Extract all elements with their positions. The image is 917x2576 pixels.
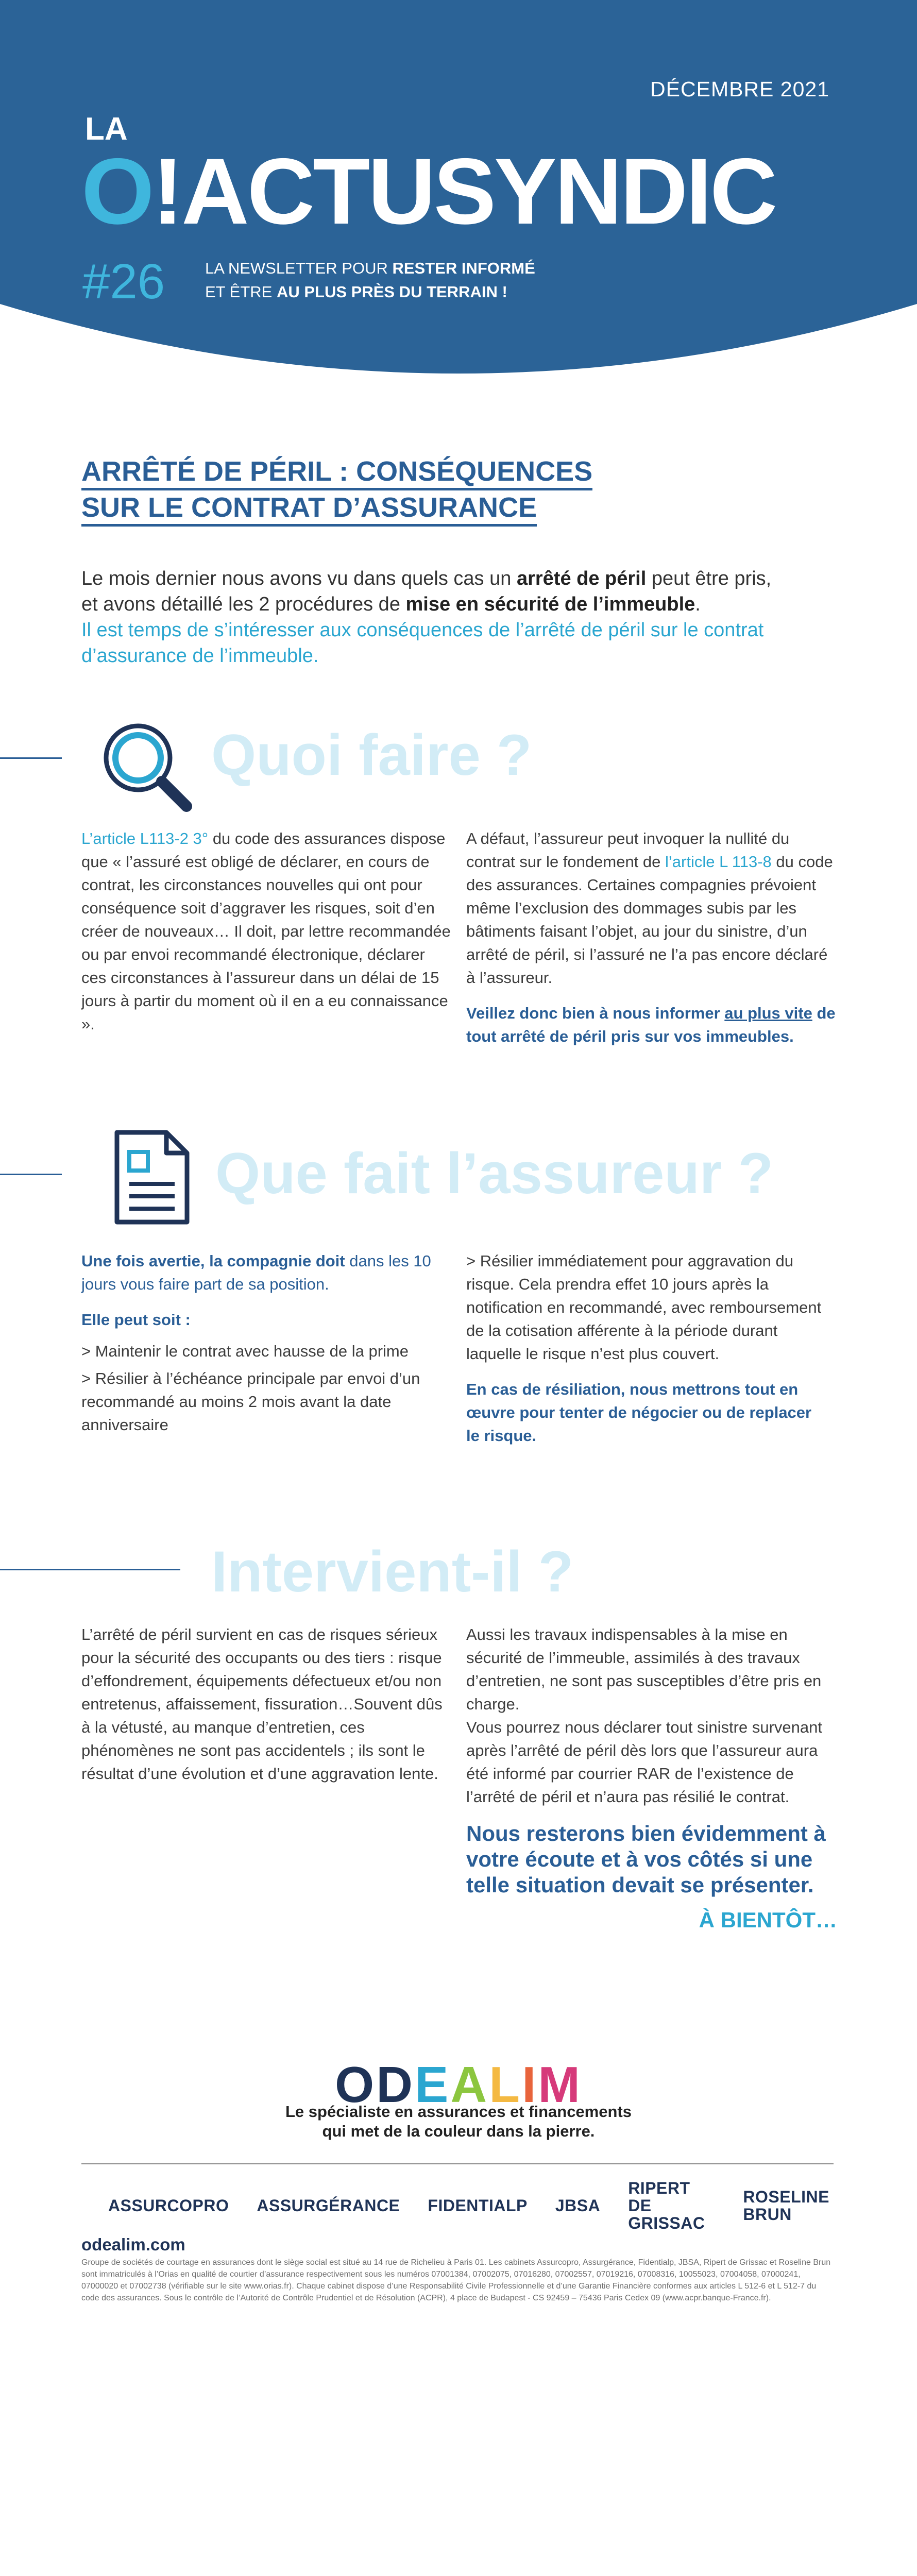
section1-left-text: du code des assurances dispose que « l’assuré est obligé de déclarer, en cours de contrat, les circonstances nouvelles qui ont pour conséquence soit d’aggraver les risques, soit d’en créer de nouveaux… Il doit, par lettre recommandée ou par envoi recommandé électronique, déclarer ces circonstances à l’assureur dans un délai de 15 jours à partir du moment où il en a eu connaissance ».: [81, 829, 451, 1033]
intro-text: .: [695, 594, 701, 615]
section3-right-text: Vous pourrez nous déclarer tout sinistre survenant après l’arrêté de péril dès lors que l’assureur aura été informé par courrier RAR de l’existence de l’arrêté de péril et n’aura pas résilié le contrat.: [466, 1718, 822, 1806]
newsletter-tagline: [205, 257, 535, 304]
tagline-bold: RESTER INFORMÉ: [392, 259, 535, 277]
section2-callout: En cas de résiliation, nous mettrons tout en œuvre pour tenter de négocier ou de replacer le risque.: [466, 1380, 812, 1445]
brand-prefix: LA: [85, 111, 128, 147]
brand-name: ACTUSYNDIC: [181, 139, 776, 244]
logo-letter: O: [335, 2056, 377, 2113]
section1-right-column: [466, 827, 837, 1060]
intro-text: et avons détaillé les 2 procédures de: [81, 594, 406, 615]
section1-callout: de tout arrêté de péril pris sur vos immeubles.: [466, 1004, 836, 1045]
intro-bold: arrêté de péril: [516, 568, 647, 589]
section-rule: [0, 757, 62, 759]
article-reference-link: L’article L113-2 3°: [81, 829, 209, 848]
partner-list: [108, 2179, 829, 2232]
section2-lead: dans les 10 jours vous faire part de sa position.: [81, 1252, 431, 1293]
newsletter-title: [81, 139, 776, 244]
list-item: > Résilier immédiatement pour aggravation du risque. Cela prendra effet 10 jours après la notification en recommandé, avec remboursement de la cotisation afférente à la période durant laquelle le risque n’est plus couvert.: [466, 1252, 822, 1363]
intro-text: Le mois dernier nous avons vu dans quels cas un: [81, 568, 517, 589]
intro-highlight: Il est temps de s’intéresser aux conséquences de l’arrêté de péril sur le contrat d’assurance de l’immeuble.: [81, 619, 764, 667]
article-intro: [81, 566, 834, 669]
tagline-text: LA NEWSLETTER POUR: [205, 259, 393, 277]
tagline-text: ET ÊTRE: [205, 283, 277, 301]
article-title: [81, 453, 648, 526]
section-rule: [0, 1569, 180, 1570]
header-banner: [0, 0, 917, 402]
partner-name: FIDENTIALP: [428, 2196, 528, 2215]
article-reference-link: l’article L 113-8: [665, 853, 772, 871]
section-rule: [0, 1174, 62, 1175]
brand-o: O: [81, 139, 152, 244]
section2-subtitle: Elle peut soit :: [81, 1311, 191, 1329]
section1-left-column: [81, 827, 452, 1048]
section1-right-text: du code des assurances. Certaines compagnies prévoient même l’exclusion des dommages subis par les bâtiments faisant l’objet, au jour du sinistre, d’un arrêté de péril, si l’assuré ne l’a pas encore déclaré à l’assureur.: [466, 853, 833, 987]
intro-bold: mise en sécurité de l’immeuble: [405, 594, 695, 615]
section2-left-column: [81, 1249, 452, 1440]
logo-tagline: [0, 2102, 917, 2141]
tagline-bold: AU PLUS PRÈS DU TERRAIN !: [276, 283, 507, 301]
section-title-quoi-faire: Quoi faire ?: [211, 723, 532, 787]
website-link[interactable]: odealim.com: [81, 2235, 185, 2254]
section-title-que-fait-assureur: Que fait l’assureur ?: [215, 1141, 773, 1206]
partner-name: ASSURCOPRO: [108, 2196, 229, 2215]
logo-letter: E: [415, 2056, 451, 2113]
section1-right-text: A défaut, l’assureur peut invoquer la nullité du contrat sur le fondement de: [466, 829, 790, 871]
section2-right-column: [466, 1249, 827, 1460]
closing-message: Nous resterons bien évidemment à votre écoute et à vos côtés si une telle situation devait se présenter.: [466, 1821, 826, 1897]
article-title-line: ARRÊTÉ DE PÉRIL : CONSÉQUENCES: [81, 456, 592, 490]
logo-letter: I: [522, 2056, 538, 2113]
section-title-intervient-il: Intervient-il ?: [211, 1539, 574, 1604]
sign-off: À BIENTÔT…: [699, 1908, 837, 1932]
document-icon: [111, 1128, 193, 1226]
legal-notice: Groupe de sociétés de courtage en assurances dont le siège social est situé au 14 rue de Richelieu à Paris 01. Les cabinets Assurcopro, Assurgérance, Fidentialp, JBSA, Ripert de Grissac et Roseline Brun sont immatriculés à l’Orias en qualité de courtier d’assurance respectivement sous les numéros 07001384, 07002075, 07016280, 07002557, 07019216, 07008316, 10055023, 07004058, 07000241, 07000020 et 07002738 (vérifiable sur le site www.orias.fr). Chaque cabinet dispose d’une Responsabilité Civile Professionnelle et d’une Garantie Financière conformes aux articles L 512-6 et L 512-7 du code des assurances. Sous le contrôle de l’Autorité de Contrôle Prudentiel et de Résolution (ACPR), 4 place de Budapest - CS 92459 – 75436 Paris Cedex 09 (www.acpr.banque-France.fr).: [81, 2258, 831, 2302]
logo-letter: A: [450, 2056, 489, 2113]
partner-name: JBSA: [555, 2196, 601, 2215]
logo-letter: M: [538, 2056, 582, 2113]
section3-right-column: [466, 1623, 837, 1931]
section3-right-text: Aussi les travaux indispensables à la mise en sécurité de l’immeuble, assimilés à des travaux d’entretien, ne sont pas susceptibles d’être pris en charge.: [466, 1625, 822, 1713]
list-item: > Résilier à l’échéance principale par envoi d’un recommandé au moins 2 mois avant la date anniversaire: [81, 1369, 420, 1434]
section1-callout-underline: au plus vite: [724, 1004, 812, 1022]
footer-divider: [81, 2163, 834, 2164]
partner-name: RIPERT DE GRISSAC: [628, 2179, 705, 2232]
logo-tagline-line: Le spécialiste en assurances et financements: [285, 2103, 632, 2121]
logo-letter: L: [489, 2056, 522, 2113]
brand-bang: !: [152, 139, 182, 244]
partner-name: ROSELINE BRUN: [743, 2188, 829, 2224]
issue-number: #26: [82, 254, 165, 309]
section3-left-text: L’arrêté de péril survient en cas de risques sérieux pour la sécurité des occupants ou des tiers : risque d’effondrement, équipements défectueux et/ou non entretenus, affaissement, fissuration…Souvent dûs à la vétusté, au manque d’entretien, ces phénomènes ne sont pas accidentels ; ils sont le résultat d’une évolution et d’une aggravation lente.: [81, 1625, 443, 1783]
article-title-line: SUR LE CONTRAT D’ASSURANCE: [81, 492, 537, 527]
logo-letter: D: [376, 2056, 415, 2113]
section3-left-column: [81, 1623, 452, 1798]
partner-name: ASSURGÉRANCE: [257, 2196, 400, 2215]
section2-lead-bold: Une fois avertie, la compagnie doit: [81, 1252, 345, 1270]
section1-callout: Veillez donc bien à nous informer: [466, 1004, 725, 1022]
issue-date: DÉCEMBRE 2021: [650, 77, 829, 101]
list-item: > Maintenir le contrat avec hausse de la prime: [81, 1342, 409, 1360]
intro-text: peut être pris,: [646, 568, 772, 589]
magnifier-icon: [98, 719, 196, 817]
logo-tagline-line: qui met de la couleur dans la pierre.: [322, 2122, 595, 2140]
